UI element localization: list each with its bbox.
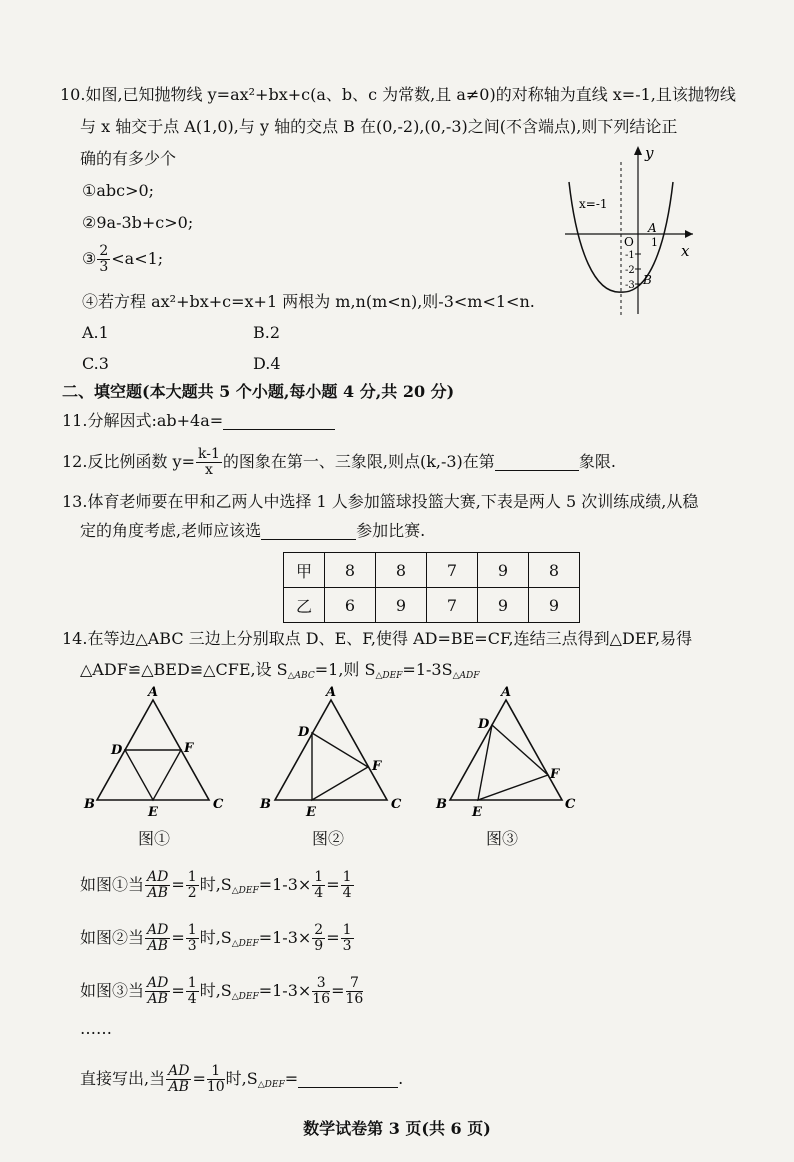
q13-line2: 定的角度考虑,老师应该选 参加比赛. (80, 521, 426, 540)
svg-text:E: E (306, 805, 316, 820)
fraction: $\frac{k-1}{x}$ (197, 446, 220, 478)
svg-text:F: F (550, 767, 560, 782)
figure-3 (434, 684, 594, 820)
svg-text:B: B (436, 797, 447, 812)
svg-text:A: A (148, 685, 159, 700)
svg-text:F: F (372, 759, 382, 774)
graph-origin: O (624, 235, 634, 249)
q14-line2: △ADF≌△BED≌△CFE,设 $S_{\triangle ABC}=1$,则 $S_{\triangle DEF}=1-3S_{\triangle ADF}$ (80, 660, 480, 681)
graph-point-b: B (643, 273, 652, 287)
q10-line3: 确的有多少个 (80, 149, 177, 168)
case-2: 如图②当 $\frac{AD}{AB}$ = $\frac{1}{3}$ 时$,S_{\triangle DEF}=1-3\times$ $\frac{2}{9}$ = $\frac{1}{3}$ (80, 922, 352, 954)
q10-statement-3: ③ $\frac{2}{3}$ <a<1; (82, 243, 164, 275)
final-line: 直接写出,当 $\frac{AD}{AB}$ = $\frac{1}{10}$ 时$,S_{\triangle DEF}=$ . (80, 1063, 404, 1095)
q13-line1: 13.体育老师要在甲和乙两人中选择 1 人参加篮球投篮大赛,下表是两人 5 次训练成绩,从稳 (62, 492, 699, 511)
table-row: 乙 6 9 7 9 9 (284, 588, 580, 623)
q10-line1: 10.如图,已知抛物线 y=ax²+bx+c(a、b、c 为常数,且 a≠0)的对称轴为直线 x=-1,且该抛物线 (60, 85, 736, 104)
svg-text:A: A (501, 685, 512, 700)
caption-3: 图③ (486, 829, 519, 848)
q10-statement-1: ①abc>0; (82, 181, 155, 200)
q10-option-d: D.4 (253, 354, 281, 373)
svg-text:E: E (472, 805, 482, 820)
graph-point-a: A (648, 221, 657, 235)
case-3: 如图③当 $\frac{AD}{AB}$ = $\frac{1}{4}$ 时$,S_{\triangle DEF}=1-3\times$ $\frac{3}{16}$ = $\frac{7}{16}$ (80, 975, 364, 1007)
svg-text:A: A (326, 685, 337, 700)
caption-1: 图① (138, 829, 171, 848)
answer-blank (261, 521, 356, 540)
answer-blank (298, 1069, 398, 1088)
svg-text:C: C (391, 797, 402, 812)
table-row: 甲 8 8 7 9 8 (284, 553, 580, 588)
fraction: $\frac{2}{3}$ (99, 243, 109, 275)
svg-text:C: C (565, 797, 576, 812)
q10-option-a: A.1 (82, 323, 109, 342)
figure-1 (80, 684, 240, 820)
graph-x-label: x (681, 242, 690, 260)
graph-tick-m3: -3 (625, 280, 635, 291)
q10-statement-2: ②9a-3b+c>0; (82, 213, 194, 232)
q10-option-b: B.2 (253, 323, 281, 342)
parabola-graph (555, 142, 705, 322)
page-footer: 数学试卷第 3 页(共 6 页) (303, 1119, 491, 1138)
q10-option-c: C.3 (82, 354, 109, 373)
svg-text:D: D (111, 743, 123, 758)
score-table (283, 552, 580, 623)
svg-text:B: B (260, 797, 271, 812)
graph-tick-m1: -1 (625, 250, 635, 261)
q10-statement-4: ④若方程 ax²+bx+c=x+1 两根为 m,n(m<n),则-3<m<1<n. (82, 292, 535, 311)
svg-text:D: D (298, 725, 310, 740)
q14-line1: 14.在等边△ABC 三边上分别取点 D、E、F,使得 AD=BE=CF,连结三点得到△DEF,易得 (62, 629, 693, 648)
answer-blank (495, 452, 579, 471)
svg-text:D: D (478, 717, 490, 732)
svg-text:B: B (84, 797, 95, 812)
q10-line2: 与 x 轴交于点 A(1,0),与 y 轴的交点 B 在(0,-2),(0,-3)之间(不含端点),则下列结论正 (80, 117, 678, 136)
caption-2: 图② (312, 829, 345, 848)
q12: 12.反比例函数 y= $\frac{k-1}{x}$ 的图象在第一、三象限,则点(k,-3)在第 象限. (62, 446, 616, 478)
graph-y-label: y (645, 144, 654, 162)
q11: 11.分解因式:ab+4a= (62, 410, 335, 432)
svg-text:F: F (184, 741, 194, 756)
graph-axis-label: x=-1 (579, 197, 608, 211)
ellipsis: …… (80, 1019, 112, 1038)
case-1: 如图①当 $\frac{AD}{AB}$ = $\frac{1}{2}$ 时$,S_{\triangle DEF}=1-3\times$ $\frac{1}{4}$ = $\frac{1}{4}$ (80, 869, 352, 901)
answer-blank (223, 411, 335, 430)
section-title: 二、填空题(本大题共 5 个小题,每小题 4 分,共 20 分) (62, 382, 455, 401)
svg-text:E: E (148, 805, 158, 820)
figure-2 (256, 684, 416, 820)
graph-tick-1: 1 (651, 236, 658, 249)
graph-tick-m2: -2 (625, 265, 635, 276)
svg-text:C: C (213, 797, 224, 812)
